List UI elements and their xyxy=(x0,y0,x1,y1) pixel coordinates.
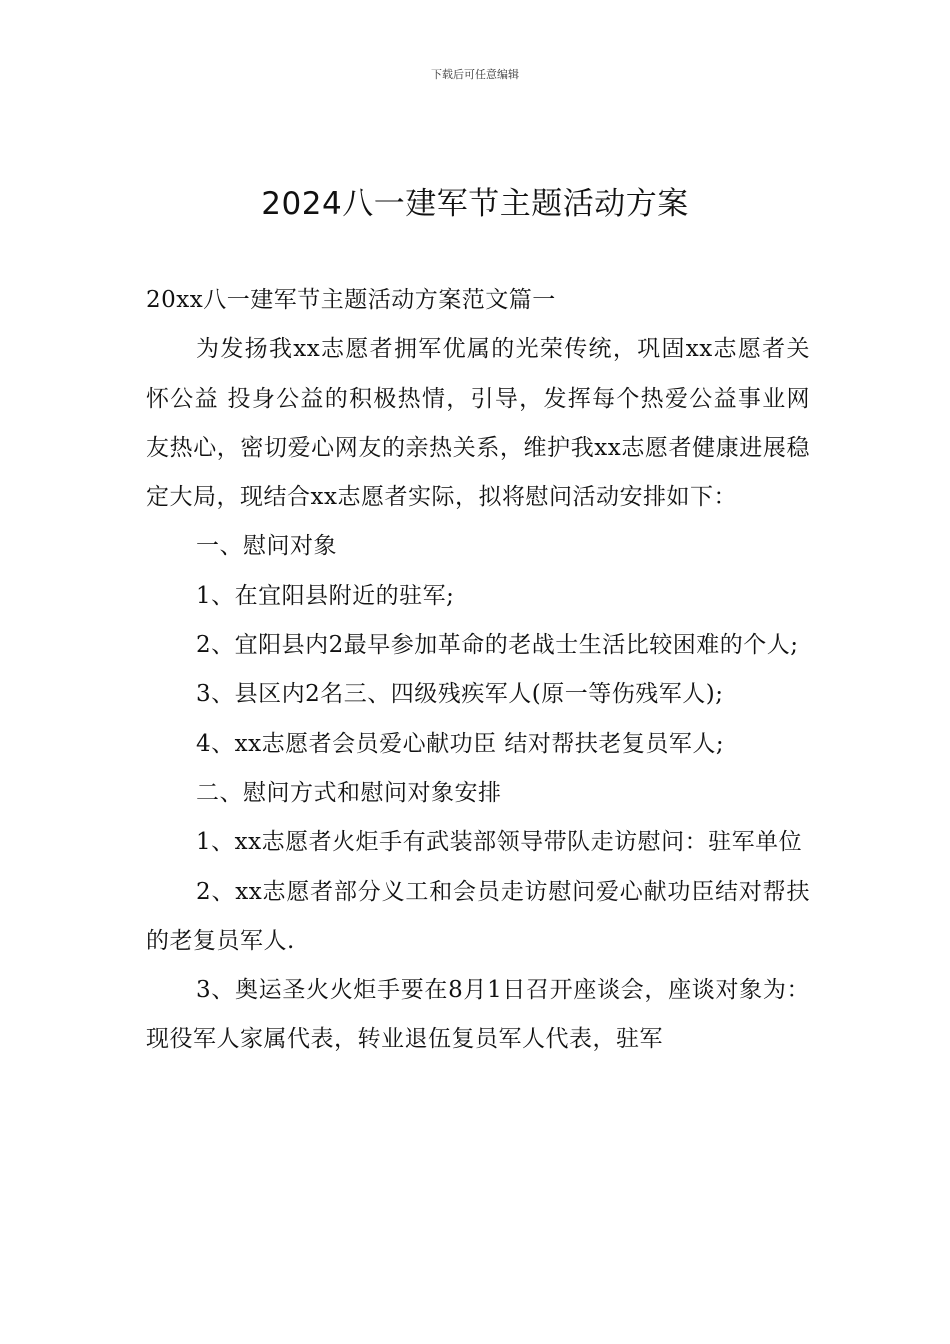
page-header-note: 下载后可任意编辑 xyxy=(431,68,519,81)
list-item: 3、奥运圣火火炬手要在8月1日召开座谈会，座谈对象为：现役军人家属代表，转业退伍复员军人代表，驻军 xyxy=(146,977,810,1053)
section-heading: 20xx八一建军节主题活动方案范文篇一 xyxy=(146,287,556,313)
list-item: 2、宜阳县内2最早参加革命的老战士生活比较困难的个人; xyxy=(196,632,799,659)
document-body xyxy=(146,276,810,1065)
subsection-heading: 一、慰问对象 xyxy=(196,533,337,560)
list-item: 1、xx志愿者火炬手有武装部领导带队走访慰问：驻军单位 xyxy=(196,829,803,856)
list-item: 4、xx志愿者会员爱心献功臣 结对帮扶老复员军人; xyxy=(196,730,725,757)
document-title: 2024八一建军节主题活动方案 xyxy=(261,186,689,222)
subsection-heading: 二、慰问方式和慰问对象安排 xyxy=(196,779,502,806)
list-item: 1、在宜阳县附近的驻军; xyxy=(196,582,455,609)
list-item: 3、县区内2名三、四级残疾军人(原一等伤残军人); xyxy=(196,681,724,708)
list-item: 2、xx志愿者部分义工和会员走访慰问爱心献功臣结对帮扶的老复员军人. xyxy=(146,878,810,954)
body-paragraph: 为发扬我xx志愿者拥军优属的光荣传统，巩固xx志愿者关怀公益 投身公益的积极热情，引导，发挥每个热爱公益事业网友热心，密切爱心网友的亲热关系，维护我xx志愿者健康进展稳定大局，现结合xx志愿者实际，拟将慰问活动安排如下： xyxy=(146,336,810,511)
